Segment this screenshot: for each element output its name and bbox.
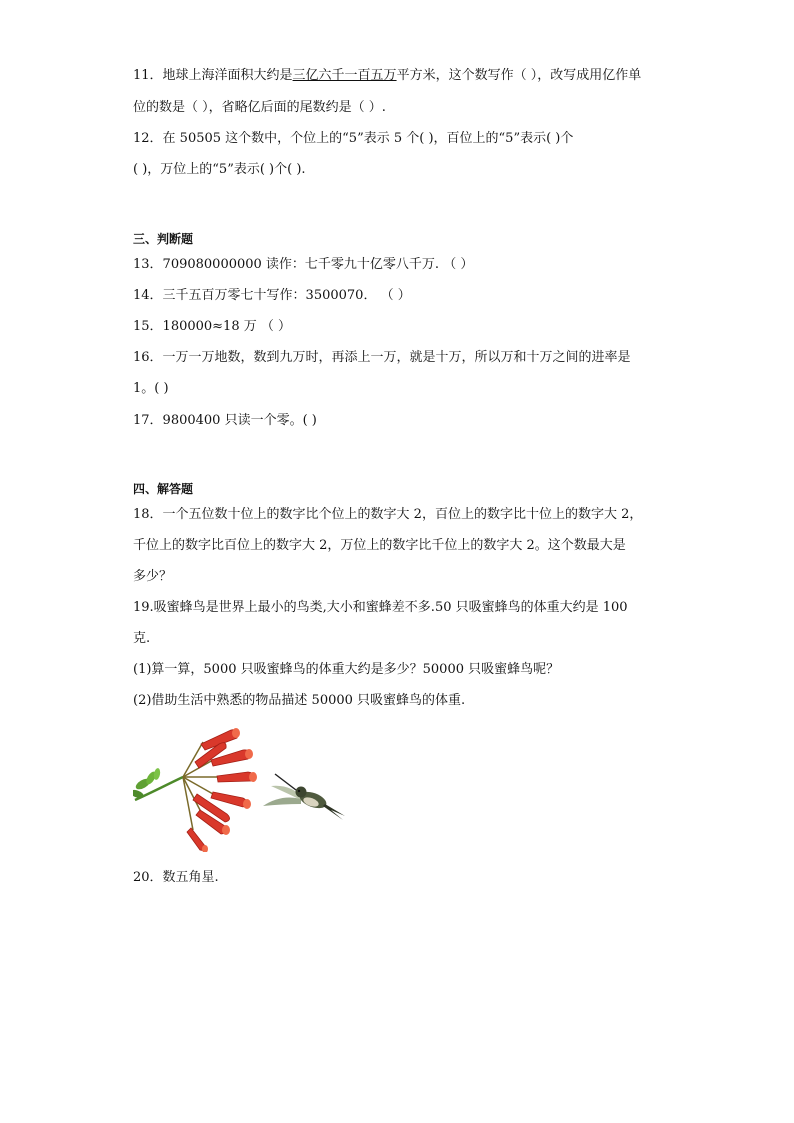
q18-line2: 千位上的数字比百位上的数字大 2，万位上的数字比千位上的数字大 2。这个数最大是 — [133, 538, 626, 553]
q19-sub2: (2)借助生活中熟悉的物品描述 50000 只吸蜜蜂鸟的体重. — [133, 693, 466, 708]
q19-line1: 19.吸蜜蜂鸟是世界上最小的鸟类,大小和蜜蜂差不多.50 只吸蜜蜂鸟的体重大约是 100 — [133, 600, 628, 615]
q11-text-post: 平方米，这个数写作（ ），改写成用亿作单 — [396, 68, 642, 83]
q11-line2: 位的数是（ ），省略亿后面的尾数约是（ ）. — [133, 100, 386, 115]
q13: 13．709080000000 读作：七千零九十亿零八千万. （ ） — [133, 257, 474, 272]
q15: 15．180000≈18 万 （ ） — [133, 319, 291, 334]
q19-sub1: (1)算一算，5000 只吸蜜蜂鸟的体重大约是多少？50000 只吸蜜蜂鸟呢？ — [133, 662, 560, 677]
q11-line1 — [133, 67, 641, 85]
hummingbird-icon — [261, 764, 361, 834]
q17: 17．9800400 只读一个零。( ) — [133, 413, 317, 428]
q20: 20．数五角星. — [133, 870, 219, 885]
q16-line1: 16．一万一万地数，数到九万时，再添上一万，就是十万，所以万和十万之间的进率是 — [133, 350, 631, 365]
section-judgement-title: 三、判断题 — [133, 232, 194, 246]
q12-line2: ( )，万位上的“5”表示( )个( ). — [133, 162, 306, 177]
q12-line1: 12．在 50505 这个数中，个位上的“5”表示 5 个( )，百位上的“5”表示( )个 — [133, 131, 574, 146]
q14: 14．三千五百万零七十写作：3500070． （ ） — [133, 288, 411, 303]
q19-line2: 克. — [133, 631, 151, 646]
q18-line1: 18．一个五位数十位上的数字比个位上的数字大 2，百位上的数字比十位上的数字大 2， — [133, 507, 643, 522]
hummingbird-flower-illustration — [133, 722, 363, 852]
q11-underlined-text: 三亿六千一百五万 — [292, 68, 397, 83]
q18-line3: 多少？ — [133, 569, 173, 584]
section-answer-title: 四、解答题 — [133, 482, 194, 496]
q11-text-pre: 11．地球上海洋面积大约是 — [133, 68, 293, 83]
q16-line2: 1。( ) — [133, 381, 169, 396]
